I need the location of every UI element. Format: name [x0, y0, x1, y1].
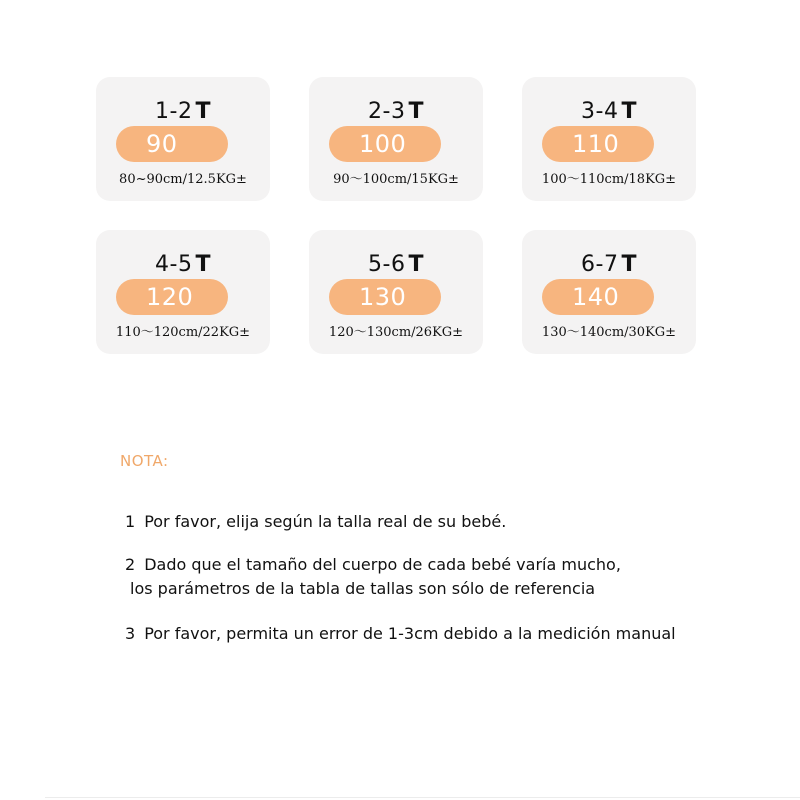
- size-card-5-6t: [309, 230, 483, 354]
- age-range: 6-7: [581, 252, 619, 277]
- note-text: Por favor, elija según la talla real de su bebé.: [144, 512, 507, 531]
- size-card-3-4t: [522, 77, 696, 201]
- note-number: 1: [125, 512, 136, 531]
- age-range: 2-3: [368, 99, 406, 124]
- size-badge: 130: [329, 279, 441, 315]
- note-text: Dado que el tamaño del cuerpo de cada bebé varía mucho,: [144, 555, 621, 574]
- age-unit: T: [408, 99, 424, 124]
- height-weight-text: 100～110cm/18KG±: [541, 172, 677, 187]
- age-range: 1-2: [155, 99, 193, 124]
- age-unit: T: [195, 99, 211, 124]
- size-card-4-5t: [96, 230, 270, 354]
- age-label: [96, 252, 270, 278]
- note-number: 3: [125, 624, 136, 643]
- note-title: NOTA:: [120, 452, 169, 470]
- note-text: Por favor, permita un error de 1-3cm debido a la medición manual: [144, 624, 676, 643]
- age-label: [522, 99, 696, 125]
- note-item-2: [125, 553, 785, 601]
- age-label: [96, 99, 270, 125]
- height-weight-text: 110～120cm/22KG±: [115, 325, 251, 340]
- height-weight-text: 120～130cm/26KG±: [328, 325, 464, 340]
- size-badge: 110: [542, 126, 654, 162]
- size-card-1-2t: [96, 77, 270, 201]
- age-unit: T: [408, 252, 424, 277]
- size-badge: 90: [116, 126, 228, 162]
- age-label: [522, 252, 696, 278]
- size-card-6-7t: [522, 230, 696, 354]
- size-badge: 120: [116, 279, 228, 315]
- note-item-1: [125, 510, 785, 534]
- bottom-divider: [45, 797, 800, 798]
- age-unit: T: [195, 252, 211, 277]
- size-badge: 140: [542, 279, 654, 315]
- age-label: [309, 99, 483, 125]
- height-weight-text: 80~90cm/12.5KG±: [119, 172, 247, 187]
- size-badge: 100: [329, 126, 441, 162]
- age-label: [309, 252, 483, 278]
- size-card-2-3t: [309, 77, 483, 201]
- note-item-3: [125, 622, 785, 646]
- age-range: 5-6: [368, 252, 406, 277]
- note-number: 2: [125, 555, 136, 574]
- age-range: 3-4: [581, 99, 619, 124]
- note-text-continued: los parámetros de la tabla de tallas son sólo de referencia: [130, 579, 596, 598]
- age-unit: T: [621, 99, 637, 124]
- age-unit: T: [621, 252, 637, 277]
- age-range: 4-5: [155, 252, 193, 277]
- height-weight-text: 130～140cm/30KG±: [541, 325, 677, 340]
- height-weight-text: 90～100cm/15KG±: [333, 172, 459, 187]
